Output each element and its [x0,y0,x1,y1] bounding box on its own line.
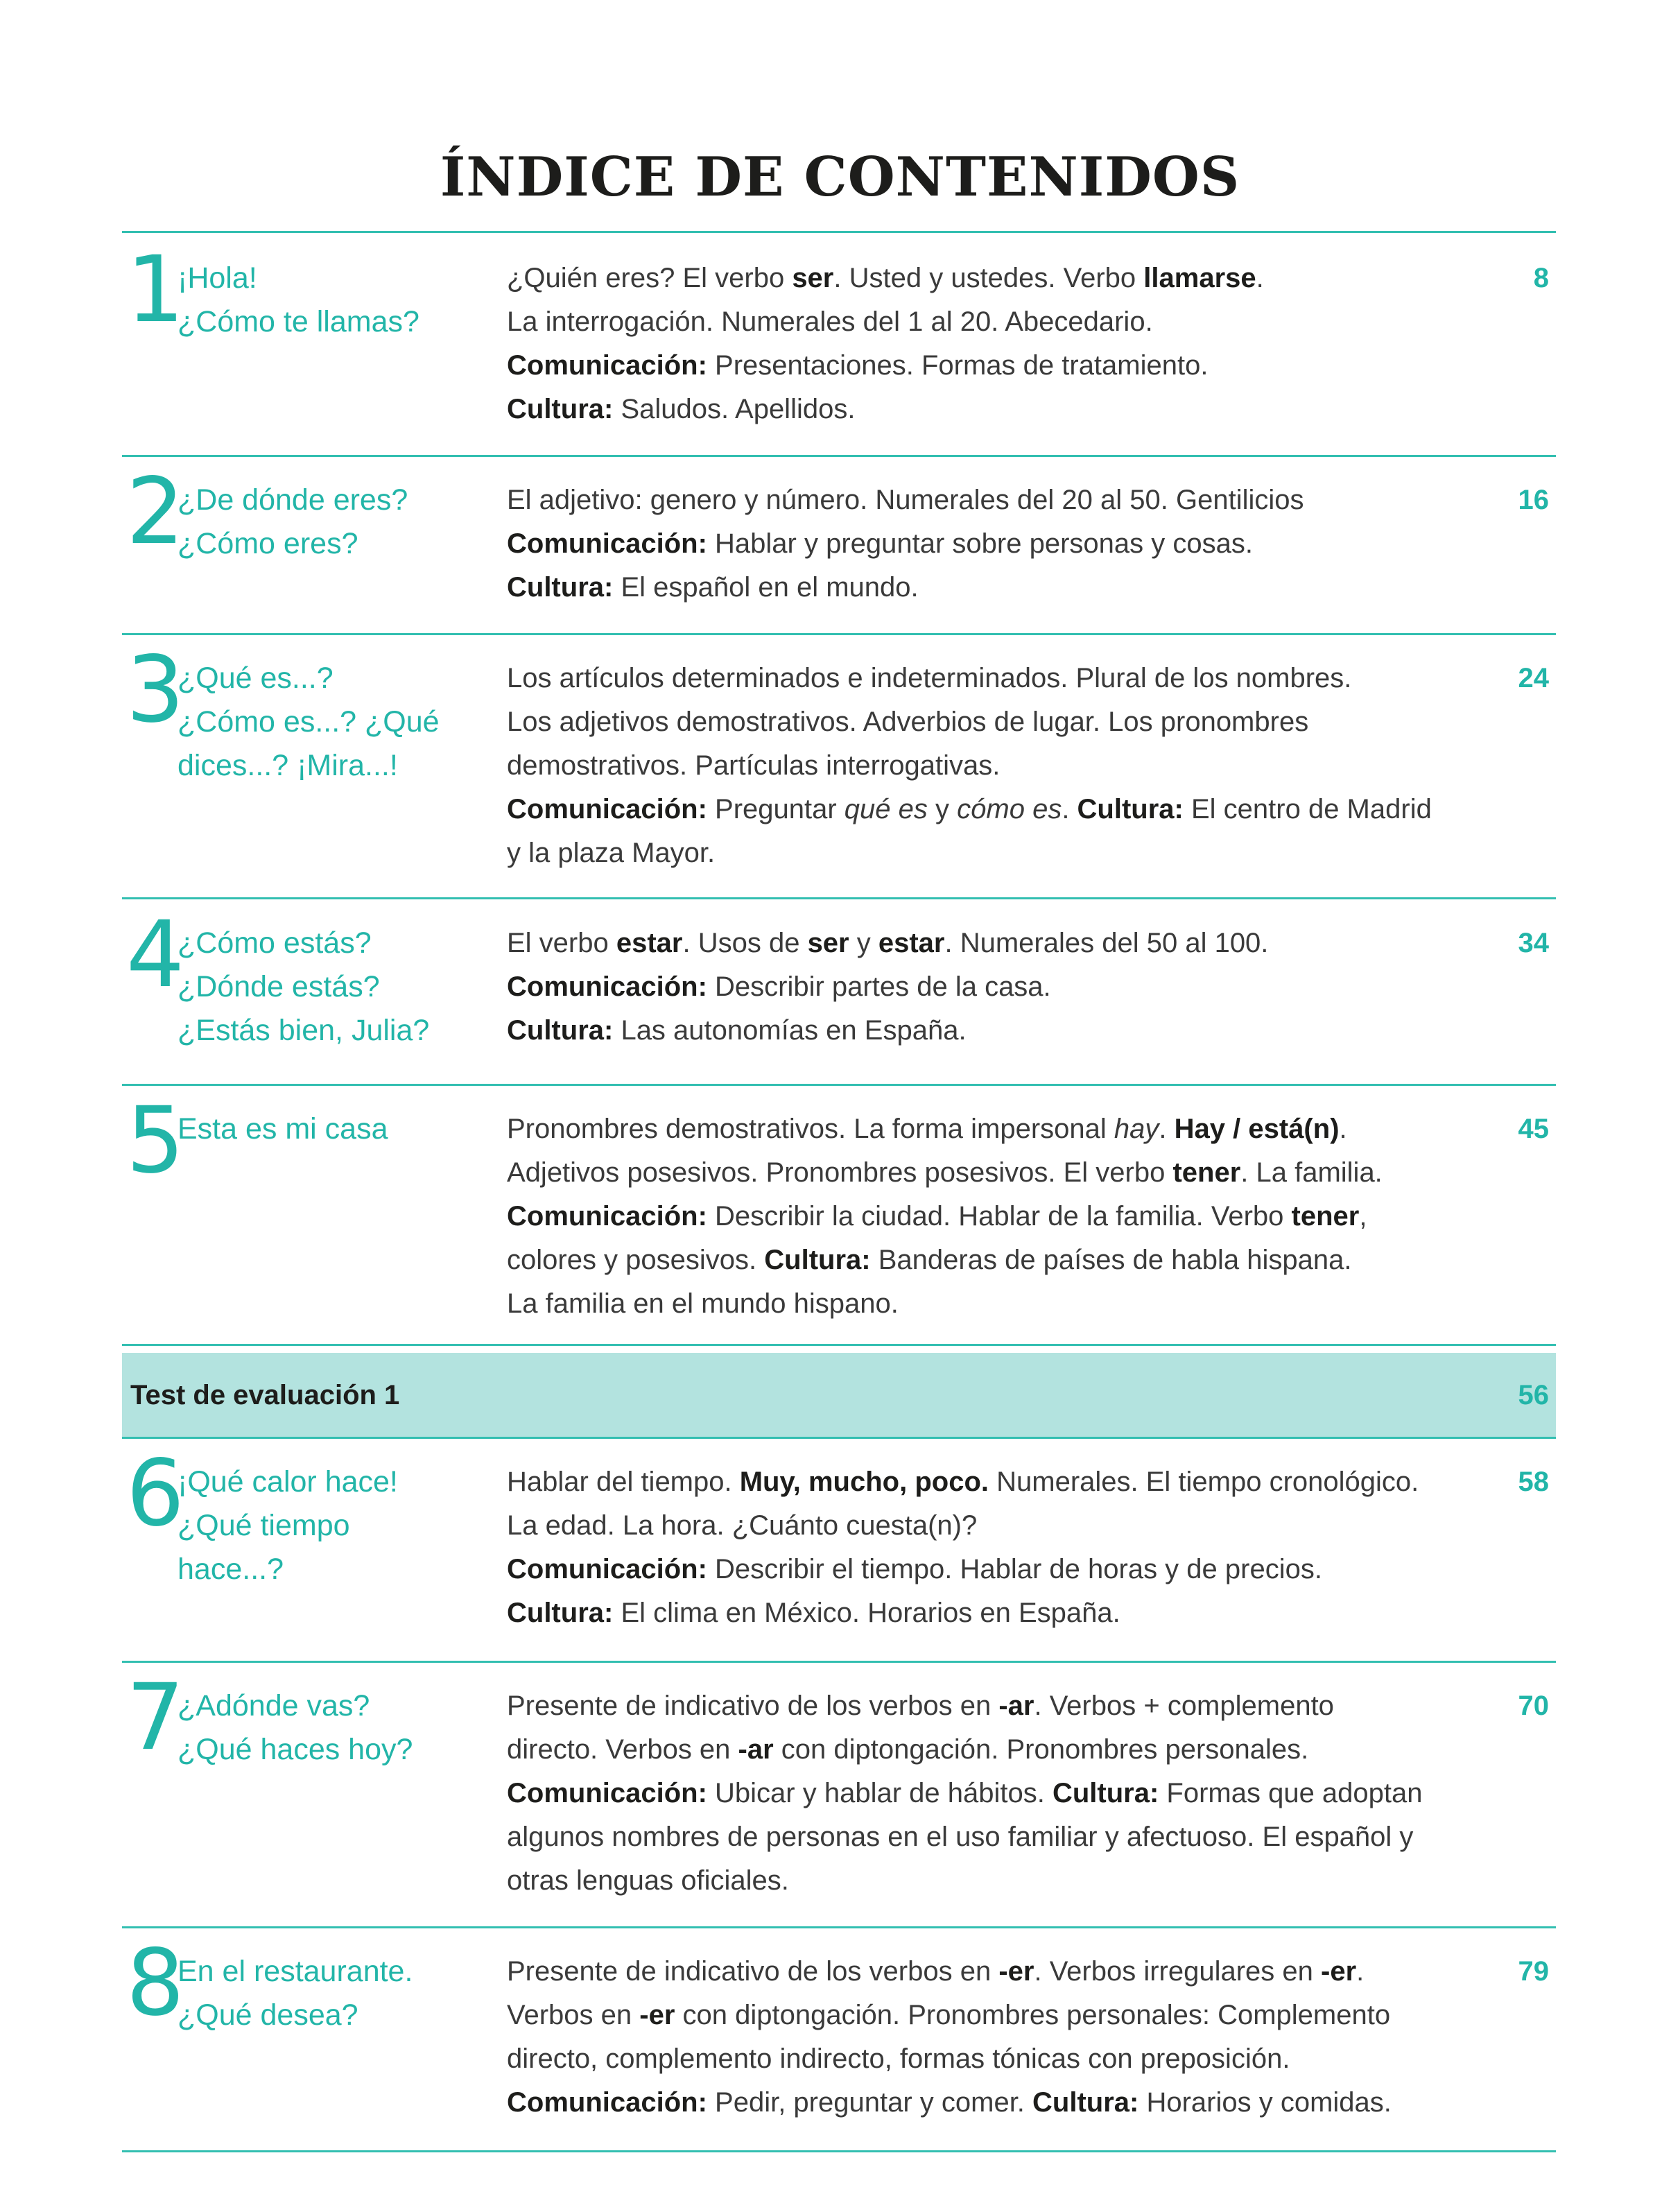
bold-text: Cultura: [507,1015,614,1046]
bold-text: -ar [738,1734,774,1765]
divider [122,231,1556,233]
content-line [507,965,1464,1009]
text-segment: Ubicar y hablar de hábitos. [707,1778,1053,1808]
bold-text: Comunicación: [507,2087,707,2118]
unit-page-number: 79 [1518,1956,1549,1987]
content-line [507,1238,1464,1282]
italic-text: hay [1114,1114,1159,1144]
text-segment: Describir la ciudad. Hablar de la familia. Verbo [707,1201,1292,1232]
content-line [507,1950,1464,1994]
divider [122,1344,1556,1346]
text-segment: colores y posesivos. [507,1245,765,1275]
text-segment: La interrogación. Numerales del 1 al 20. Abecedario. [507,306,1153,337]
unit-number: 1 [126,236,184,343]
text-segment: Los artículos determinados e indeterminados. Plural de los nombres. [507,663,1352,693]
text-segment: , [1359,1201,1367,1232]
divider [122,897,1556,899]
unit-title-line: ¡Qué calor hace! [177,1465,398,1498]
bold-text: -er [639,2000,675,2030]
bold-text: ser [807,928,849,958]
unit-contents [507,1107,1464,1326]
test-label: Test de evaluación 1 [130,1380,400,1410]
bold-text: Cultura: [507,1598,614,1628]
content-line [507,2037,1464,2081]
unit-page-number: 34 [1518,928,1549,958]
content-line [507,2081,1464,2125]
unit-title-line: ¿Qué tiempo [177,1509,350,1542]
content-line [507,257,1464,300]
unit-number: 4 [126,901,184,1008]
unit-title-line: ¿Estás bien, Julia? [177,1014,430,1047]
text-segment: El español en el mundo. [613,572,919,603]
text-segment: El verbo [507,928,616,958]
unit-page-number: 70 [1518,1691,1549,1721]
text-segment: . [1356,1956,1365,1987]
content-line [507,1504,1464,1548]
content-line [507,388,1464,431]
text-segment: algunos nombres de personas en el uso familiar y afectuoso. El español y [507,1822,1414,1852]
unit-title-line: ¿Cómo es...? ¿Qué [177,705,440,738]
content-line [507,1460,1464,1504]
content-line [507,1591,1464,1635]
content-line [507,566,1464,610]
text-segment: Numerales. El tiempo cronológico. [989,1467,1419,1497]
content-line [507,300,1464,344]
content-line [507,1728,1464,1772]
text-segment: y [927,794,958,824]
content-line [507,657,1464,700]
divider [122,455,1556,457]
content-line [507,1107,1464,1151]
unit-contents [507,922,1464,1053]
text-segment: Adjetivos posesivos. Pronombres posesivos. El verbo [507,1157,1173,1188]
unit-title-line: ¿Qué desea? [177,1998,358,2032]
bold-text: -er [1321,1956,1357,1987]
text-segment: Presentaciones. Formas de tratamiento. [707,350,1209,381]
text-segment: . Verbos irregulares en [1034,1956,1322,1987]
content-line [507,1548,1464,1591]
divider [122,2150,1556,2152]
bold-text: Hay / está(n) [1174,1114,1340,1144]
bold-text: Comunicación: [507,1778,707,1808]
content-line [507,1815,1464,1859]
bold-text: estar [616,928,683,958]
unit-number: 8 [126,1930,184,2037]
content-line [507,831,1464,875]
unit-title-line: Esta es mi casa [177,1112,388,1146]
content-line [507,700,1464,744]
text-segment: Preguntar [707,794,845,824]
content-line [507,344,1464,388]
unit-contents [507,1460,1464,1635]
text-segment: Presente de indicativo de los verbos en [507,1956,999,1987]
text-segment: . La familia. [1240,1157,1383,1188]
text-segment: Hablar del tiempo. [507,1467,740,1497]
bold-text: Comunicación: [507,350,707,381]
unit-title [177,478,483,566]
text-segment: La familia en el mundo hispano. [507,1288,899,1319]
unit-number: 6 [126,1440,184,1547]
content-line [507,1684,1464,1728]
text-segment: . [1256,263,1264,293]
text-segment: . Usted y ustedes. Verbo [833,263,1144,293]
text-segment: . Verbos + complemento [1034,1691,1334,1721]
unit-page-number: 8 [1533,263,1549,293]
unit-page-number: 16 [1518,485,1549,515]
text-segment: Describir el tiempo. Hablar de horas y de precios. [707,1554,1322,1584]
text-segment: Describir partes de la casa. [707,971,1051,1002]
unit-title-line: hace...? [177,1553,284,1586]
unit-page-number: 24 [1518,663,1549,693]
unit-contents [507,1684,1464,1903]
text-segment: demostrativos. Partículas interrogativas. [507,750,1001,781]
unit-page-number: 58 [1518,1467,1549,1497]
unit-title [177,657,483,788]
text-segment: . [1062,794,1077,824]
content-line [507,478,1464,522]
bold-text: ser [792,263,834,293]
text-segment: otras lenguas oficiales. [507,1865,789,1896]
unit-title-line: ¿Qué haces hoy? [177,1733,413,1766]
content-line [507,1859,1464,1903]
unit-title-line: ¡Hola! [177,261,257,295]
text-segment: con diptongación. Pronombres personales: Complemento [675,2000,1391,2030]
text-segment: directo. Verbos en [507,1734,738,1765]
text-segment: Pronombres demostrativos. La forma impersonal [507,1114,1114,1144]
text-segment: Presente de indicativo de los verbos en [507,1691,999,1721]
divider [122,633,1556,635]
bold-text: Cultura: [764,1245,871,1275]
content-line [507,788,1464,831]
text-segment: y [849,928,878,958]
text-segment: con diptongación. Pronombres personales. [773,1734,1309,1765]
bold-text: estar [878,928,945,958]
text-segment: Formas que adoptan [1159,1778,1423,1808]
unit-title [177,1950,483,2037]
bold-text: Cultura: [1052,1778,1159,1808]
text-segment: directo, complemento indirecto, formas tónicas con preposición. [507,2043,1290,2074]
test-page-number: 56 [1518,1380,1549,1410]
bold-text: llamarse [1143,263,1256,293]
bold-text: Comunicación: [507,1201,707,1232]
text-segment: El centro de Madrid [1183,794,1432,824]
text-segment: El clima en México. Horarios en España. [613,1598,1120,1628]
text-segment: Las autonomías en España. [613,1015,967,1046]
unit-contents [507,1950,1464,2125]
text-segment: Horarios y comidas. [1138,2087,1392,2118]
unit-title [177,257,483,344]
divider [122,1926,1556,1928]
text-segment: Hablar y preguntar sobre personas y cosas. [707,528,1253,559]
content-line [507,522,1464,566]
unit-title-line: ¿Dónde estás? [177,970,380,1003]
unit-title-line: ¿Cómo te llamas? [177,305,419,338]
unit-title [177,1460,483,1591]
text-segment: Banderas de países de habla hispana. [870,1245,1352,1275]
unit-contents [507,657,1464,875]
test-row [122,1353,1556,1439]
content-line [507,1772,1464,1815]
bold-text: Cultura: [507,394,614,424]
text-segment: . Usos de [682,928,808,958]
content-line [507,1151,1464,1195]
divider [122,1084,1556,1086]
unit-title-line: ¿Cómo estás? [177,926,372,960]
content-line [507,1994,1464,2037]
text-segment: Saludos. Apellidos. [613,394,856,424]
bold-text: Comunicación: [507,1554,707,1584]
bold-text: -er [998,1956,1034,1987]
divider [122,1661,1556,1663]
bold-text: tener [1172,1157,1241,1188]
unit-number: 5 [126,1087,184,1194]
text-segment: . Numerales del 50 al 100. [944,928,1269,958]
content-line [507,1195,1464,1238]
unit-title [177,1684,483,1772]
unit-title-line: dices...? ¡Mira...! [177,749,398,782]
unit-title-line: ¿Cómo eres? [177,527,358,560]
bold-text: Cultura: [507,572,614,603]
unit-title [177,922,483,1053]
bold-text: Comunicación: [507,971,707,1002]
unit-contents [507,257,1464,431]
italic-text: cómo es [957,794,1062,824]
bold-text: Cultura: [1032,2087,1139,2118]
text-segment: . [1339,1114,1347,1144]
unit-title-line: En el restaurante. [177,1955,413,1988]
content-line [507,744,1464,788]
bold-text: Comunicación: [507,794,707,824]
text-segment: y la plaza Mayor. [507,838,716,868]
divider [122,1437,1556,1439]
content-line [507,1282,1464,1326]
unit-title-line: ¿De dónde eres? [177,483,408,517]
unit-number: 7 [126,1664,184,1771]
page-title: ÍNDICE DE CONTENIDOS [440,146,1240,209]
content-line [507,1009,1464,1053]
bold-text: -ar [998,1691,1034,1721]
text-segment: . [1159,1114,1175,1144]
unit-title [177,1107,483,1151]
bold-text: Comunicación: [507,528,707,559]
unit-title-line: ¿Adónde vas? [177,1689,370,1722]
bold-text: tener [1291,1201,1360,1232]
bold-text: Muy, mucho, poco. [739,1467,989,1497]
text-segment: Pedir, preguntar y comer. [707,2087,1033,2118]
text-segment: Los adjetivos demostrativos. Adverbios de lugar. Los pronombres [507,707,1309,737]
text-segment: Verbos en [507,2000,640,2030]
bold-text: Cultura: [1077,794,1184,824]
unit-page-number: 45 [1518,1114,1549,1144]
text-segment: ¿Quién eres? El verbo [507,263,793,293]
text-segment: La edad. La hora. ¿Cuánto cuesta(n)? [507,1510,978,1541]
unit-number: 2 [126,458,184,565]
unit-number: 3 [126,637,184,743]
text-segment: El adjetivo: genero y número. Numerales del 20 al 50. Gentilicios [507,485,1304,515]
italic-text: qué es [844,794,928,824]
content-line [507,922,1464,965]
unit-contents [507,478,1464,610]
unit-title-line: ¿Qué es...? [177,662,334,695]
